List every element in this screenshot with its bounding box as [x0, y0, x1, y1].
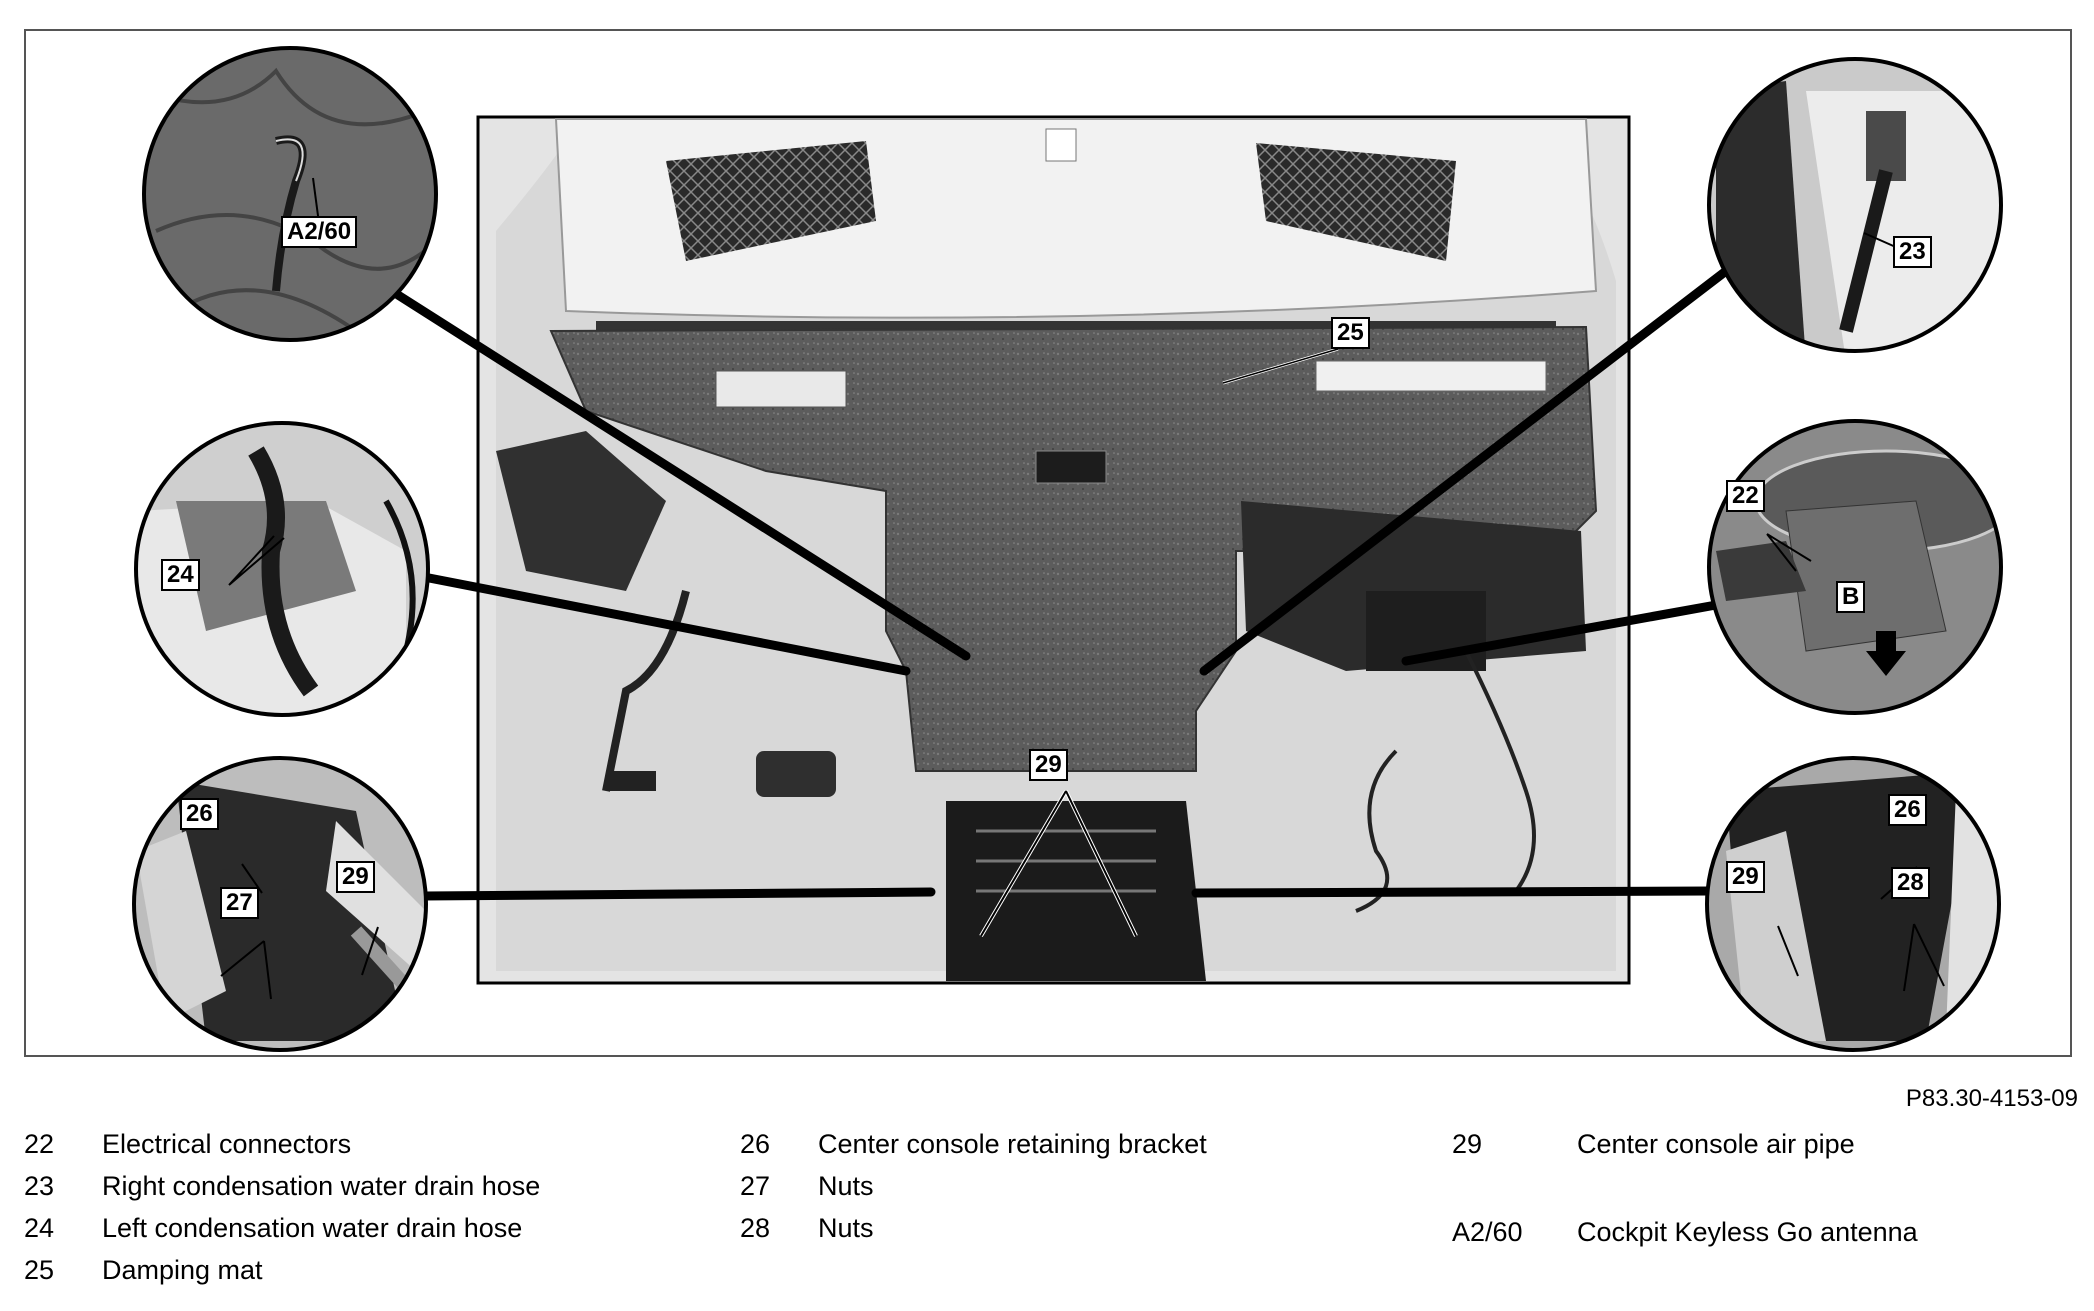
callout-27: 27 [220, 887, 259, 919]
callout-a2-60: A2/60 [281, 216, 357, 248]
detail-circle-bracket-right [1701, 751, 2011, 1059]
detail-circle-22 [1701, 416, 2016, 726]
main-photo [478, 117, 1629, 983]
callout-29-left: 29 [336, 861, 375, 893]
callout-26-left: 26 [180, 798, 219, 830]
legend-text: Cockpit Keyless Go antenna [1577, 1217, 1918, 1247]
detail-circle-bracket-left [126, 751, 446, 1059]
legend-text: Damping mat [102, 1255, 263, 1285]
legend-text: Center console retaining bracket [818, 1129, 1207, 1159]
legend-number: 28 [740, 1213, 771, 1243]
callout-29-main: 29 [1029, 749, 1068, 781]
callout-28: 28 [1891, 867, 1930, 899]
legend-number: A2/60 [1452, 1217, 1523, 1247]
diagram-figure [24, 29, 2072, 1057]
legend-number: 22 [24, 1129, 55, 1159]
legend-number: 27 [740, 1171, 771, 1201]
legend-text: Left condensation water drain hose [102, 1213, 523, 1243]
diagram-drawing [26, 31, 2074, 1059]
legend-text: Right condensation water drain hose [102, 1171, 541, 1201]
legend-number: 24 [24, 1213, 55, 1243]
legend-number: 26 [740, 1129, 771, 1159]
legend-number: 25 [24, 1255, 55, 1285]
legend-number: 29 [1452, 1129, 1483, 1159]
callout-22: 22 [1726, 480, 1765, 512]
callout-24: 24 [161, 559, 200, 591]
callout-25: 25 [1331, 317, 1370, 349]
callout-26-right: 26 [1888, 794, 1927, 826]
figure-code: P83.30-4153-09 [1905, 1085, 2078, 1112]
legend-text: Nuts [818, 1171, 874, 1201]
legend-number: 23 [24, 1171, 55, 1201]
legend-text: Electrical connectors [102, 1129, 352, 1159]
legend-text: Nuts [818, 1213, 874, 1243]
callout-29-right: 29 [1726, 861, 1765, 893]
detail-circle-23 [1701, 51, 2011, 361]
callout-23: 23 [1893, 236, 1932, 268]
callout-b: B [1836, 581, 1865, 613]
detail-circle-a2-60 [136, 41, 446, 351]
legend-text: Center console air pipe [1577, 1129, 1855, 1159]
